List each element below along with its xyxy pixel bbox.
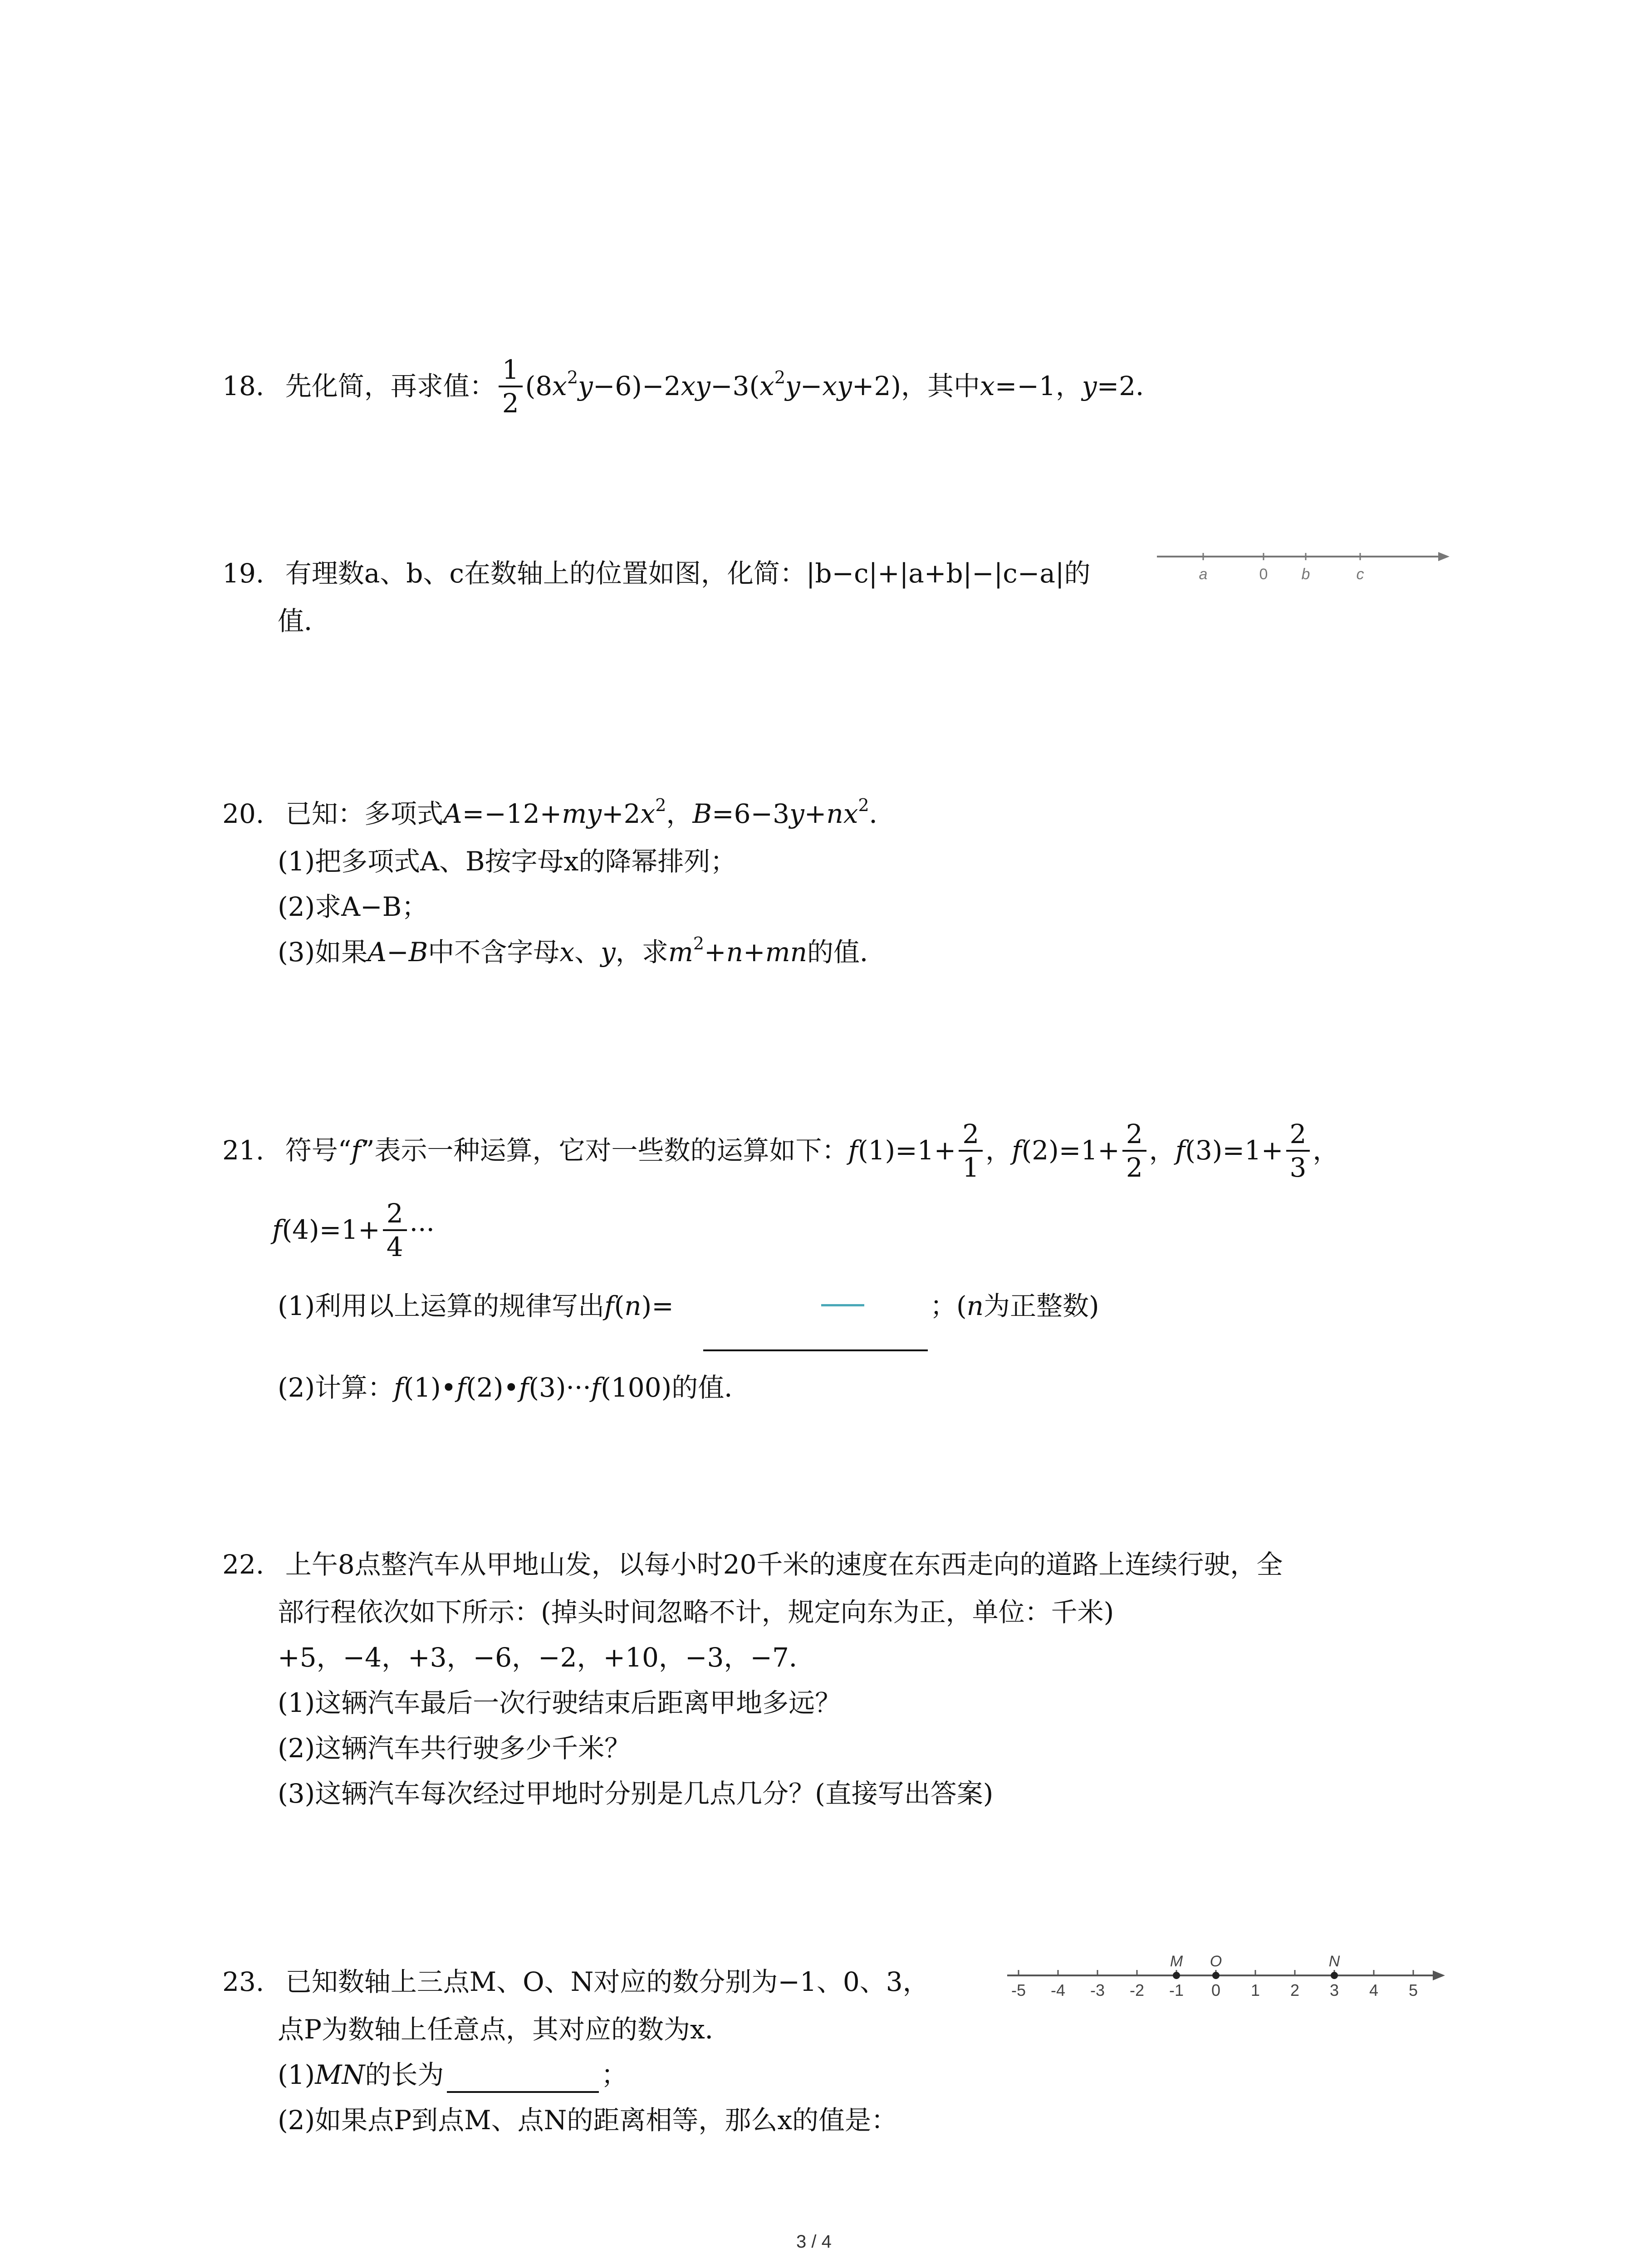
tick-label: 5 <box>1408 1981 1418 1999</box>
tick-label: -3 <box>1090 1981 1105 1999</box>
point-N <box>1331 1972 1338 1979</box>
number-line-figure-19 <box>1152 538 1452 587</box>
question-20-part-1: (1)把多项式A、B按字母x的降幂排列； <box>278 846 737 877</box>
point-label-O: O <box>1210 1953 1222 1970</box>
question-23-part-1-suffix: ； <box>601 2059 628 2090</box>
question-23-line-2: 点P为数轴上任意点，其对应的数为x． <box>278 2014 731 2045</box>
question-21-line-1: 21. 符号“f”表示一种运算，它对一些数的运算如下：f(1)=1+ $\frac{2}{1}$ ，f(2)=1+ $\frac{2}{2}$ ，f(3)=1+ $\frac{2}{3}$ ， <box>222 1119 1339 1183</box>
point-O <box>1212 1972 1220 1979</box>
question-number: 21. <box>222 1135 265 1166</box>
question-22-part-1: (1)这辆汽车最后一次行驶结束后距离甲地多远？ <box>278 1687 842 1718</box>
question-number: 18. <box>222 371 265 402</box>
question-number: 20. <box>222 798 265 829</box>
question-22-part-2: (2)这辆汽车共行驶多少千米？ <box>278 1733 631 1764</box>
point-M <box>1173 1972 1180 1979</box>
fraction: $\frac{2}{4}$ <box>383 1200 407 1260</box>
tick-label: -4 <box>1050 1981 1066 1999</box>
point-label-N: N <box>1328 1953 1340 1970</box>
answer-blank-dash <box>821 1304 864 1306</box>
fraction-one-half: $\frac{1}{2}$ <box>499 357 523 416</box>
question-19-line-2: 值． <box>278 606 331 636</box>
tick-label: 1 <box>1250 1981 1260 1999</box>
question-22-line-1: 22. 上午8点整汽车从甲地山发，以每小时20千米的速度在东西走向的道路上连续行驶，全 <box>222 1549 1283 1580</box>
question-number: 22. <box>222 1549 265 1580</box>
fraction: $\frac{2}{1}$ <box>959 1121 983 1181</box>
question-23-line-1: 23. 已知数轴上三点M、O、N对应的数分别为−1、0、3， <box>222 1966 929 1997</box>
tick-label: -1 <box>1169 1981 1184 1999</box>
question-18: 18. 先化简，再求值： $\frac{1}{2}$ $(8x^2y-6)-2xy-3(x^2y-xy+2)$，其中x=−1，y=2． <box>222 354 1162 419</box>
question-number: 23. <box>222 1966 265 1997</box>
tick-label-c: c <box>1356 566 1364 583</box>
question-text: 先化简，再求值： <box>285 371 496 402</box>
tick-label: 4 <box>1369 1981 1379 1999</box>
question-21-line-2: f(4)=1+ $\frac{2}{4}$ ··· <box>272 1198 435 1262</box>
question-number: 19. <box>222 558 265 589</box>
page-number: 3 / 4 <box>796 2232 832 2252</box>
question-23-part-1: (1)MN的长为 <box>278 2059 444 2090</box>
question-20-part-2: (2)求A−B； <box>278 891 428 922</box>
tick-label: 0 <box>1211 1981 1221 1999</box>
question-21-part-1: (1)利用以上运算的规律写出f(n)= <box>278 1290 674 1321</box>
question-22-part-3: (3)这辆汽车每次经过甲地时分别是几点几分？(直接写出答案) <box>278 1778 994 1809</box>
tick-label-a: a <box>1199 566 1208 583</box>
question-20: 20. 已知：多项式$A=-12+my+2x^2$，$B=6-3y+nx^2$． <box>222 795 896 829</box>
tick-label: 2 <box>1290 1981 1300 1999</box>
tick-label: -2 <box>1129 1981 1145 1999</box>
question-22-line-2: 部行程依次如下所示：(掉头时间忽略不计，规定向东为正，单位：千米) <box>278 1597 1114 1628</box>
fraction: $\frac{2}{2}$ <box>1122 1121 1146 1181</box>
question-19-line-1 <box>222 560 1091 587</box>
point-label-M: M <box>1170 1953 1183 1970</box>
question-20-part-3: (3)如果A−B中不含字母x、y，求$m^2+n+mn$的值． <box>278 934 886 968</box>
answer-blank[interactable] <box>703 1349 928 1351</box>
question-text: 有理数a、b、c在数轴上的位置如图，化简：|b−c|+|a+b|−|c−a|的 <box>285 558 1091 589</box>
tick-label: -5 <box>1011 1981 1026 1999</box>
number-line-figure-23 <box>998 1946 1452 2005</box>
tick-label-b: b <box>1301 566 1310 583</box>
question-21-part-2: (2)计算：f(1)•f(2)•f(3)···f(100)的值． <box>278 1372 751 1403</box>
fraction: $\frac{2}{3}$ <box>1286 1121 1310 1181</box>
question-22-line-3: +5，−4，+3，−6，−2，+10，−3，−7． <box>278 1642 815 1673</box>
question-21-part-1-suffix: ；(n为正整数) <box>930 1290 1099 1321</box>
question-23-part-2: (2)如果点P到点M、点N的距离相等，那么x的值是： <box>278 2105 898 2136</box>
answer-blank[interactable] <box>447 2091 599 2093</box>
tick-label-0: 0 <box>1259 566 1268 583</box>
tick-label: 3 <box>1329 1981 1339 1999</box>
